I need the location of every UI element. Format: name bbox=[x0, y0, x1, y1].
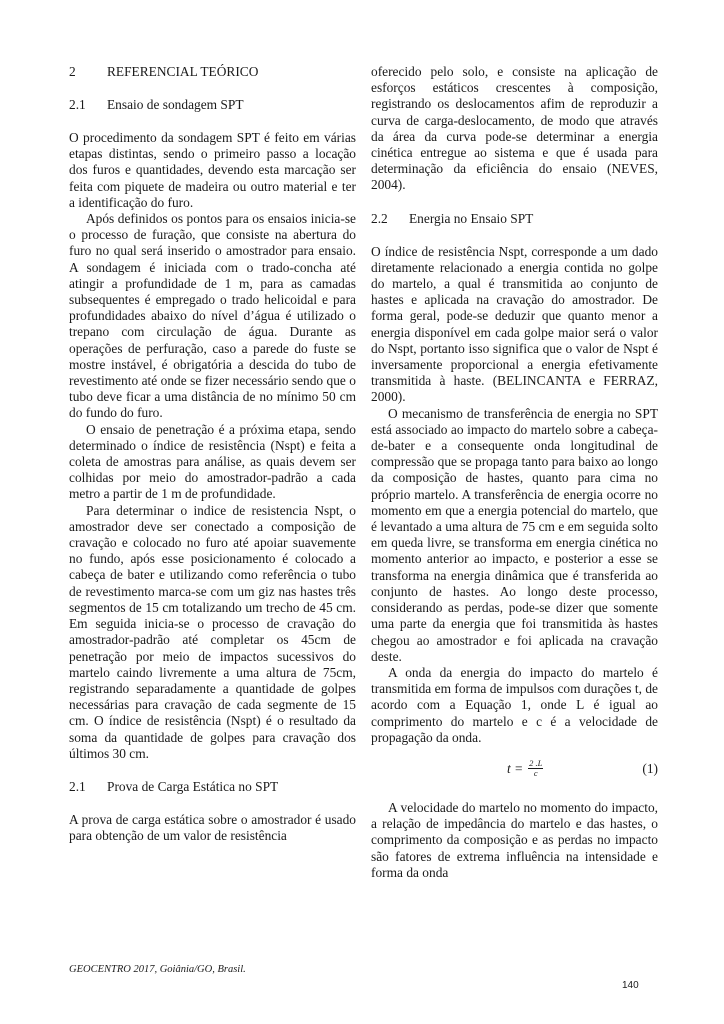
left-column bbox=[69, 64, 356, 844]
equation-lhs: t = bbox=[507, 760, 524, 776]
paragraph: O mecanismo de transferência de energia no SPT está associado ao impacto do martelo sobre a cabeça-de-bater e a consequente onda longitudinal de compressão que se propaga tanto para baixo ao longo da composição de hastes, quanto para cima no próprio martelo. A transferência de energia ocorre no momento em que a energia potencial do martelo, que é levantado a uma altura de 75 cm e em seguida solto em queda livre, se transforma em energia cinética no momento anterior ao impacto, e posterior a esse se transforma na energia dinâmica que é transferida ao conjunto de hastes. Ao longo deste processo, considerando as perdas, pode-se dizer que somente uma parte da energia que foi transmitida às hastes chegou ao amostrador e foi aplicada na cravação deste. bbox=[371, 405, 658, 664]
right-column bbox=[371, 64, 658, 881]
paragraph: A prova de carga estática sobre o amostrador é usado para obtenção de um valor de resistência bbox=[69, 811, 356, 844]
paragraph: Para determinar o indice de resistencia Nspt, o amostrador deve ser conectado a composição de cravação e colocado no furo até apoiar suavemente no fundo, após esse posicionamento é colocado a cabeça de bater e utilizando como referência o tubo de revestimento marca-se com um giz nas hastes três segmentos de 15 cm totalizando um trecho de 45 cm. Em seguida inicia-se o processo de cravação do amostrador-padrão até completar os 45cm de penetração por meio de impactos sucessivos do martelo caindo livremente a uma altura de 75cm, registrando separadamente a quantidade de golpes necessárias para cravação de cada segmente de 15 cm. O índice de resistência (Nspt) é o resultado da soma da quantidade de golpes para cravação dos últimos 30 cm. bbox=[69, 502, 356, 761]
footer-conference: GEOCENTRO 2017, Goiânia/GO, Brasil. bbox=[69, 964, 246, 975]
paragraph: O índice de resistência Nspt, corresponde a um dado diretamente relacionado a energia contida no golpe do martelo, a qual é transmitida ao conjunto de hastes e aplicada na cravação do amostrador. De forma geral, pode-se deduzir que quanto menor a energia disponível em cada golpe maior será o valor do Nspt, portanto isso significa que o valor de Nspt é inversamente proporcional a energia efetivamente transmitida à haste. (BELINCANTA e FERRAZ, 2000). bbox=[371, 243, 658, 405]
paragraph: A onda da energia do impacto do martelo é transmitida em forma de impulsos com durações t, de acordo com a Equação 1, onde L é igual ao comprimento do martelo e c é a velocidade de propagação da onda. bbox=[371, 664, 658, 745]
subsection-title: Energia no Ensaio SPT bbox=[409, 210, 534, 226]
paragraph: O procedimento da sondagem SPT é feito em várias etapas distintas, sendo o primeiro passo a locação dos furos e quantidades, devendo esta marcação ser feita com piquete de madeira ou outro material e ter a identificação do furo. bbox=[69, 130, 356, 210]
subsection-heading-energia bbox=[371, 211, 658, 227]
equation-label: (1) bbox=[642, 760, 658, 776]
subsection-number: 2.1 bbox=[69, 778, 86, 794]
paragraph: O ensaio de penetração é a próxima etapa, sendo determinado o índice de resistência (Nspt) e feita a coleta de amostras para análise, as quais devem ser colhidas por meio do amostrador-padrão a cada metro a partir de 1 m de profundidade. bbox=[69, 421, 356, 502]
equation-numerator: 2 .L bbox=[529, 758, 543, 769]
subsection-number: 2.1 bbox=[69, 97, 86, 112]
equation-denominator: c bbox=[533, 768, 538, 779]
paragraph: A velocidade do martelo no momento do impacto, a relação de impedância do martelo e das hastes, o comprimento da composição e as perdas no impacto são fatores de extrema influência na intensidade e forma da onda bbox=[371, 799, 658, 880]
subsection-number: 2.2 bbox=[371, 210, 388, 226]
paragraph: oferecido pelo solo, e consiste na aplicação de esforços estáticos crescentes à composição, registrando os deslocamentos afim de reproduzir a curva de carga-deslocamento, de modo que através da área da curva pode-se determinar a energia cinética entregue ao sistema e que é usada para determinação da eficiência do ensaio (NEVES, 2004). bbox=[371, 64, 658, 193]
subsection-title: Ensaio de sondagem SPT bbox=[107, 97, 244, 112]
equation-1 bbox=[371, 754, 658, 784]
subsection-heading-sondagem bbox=[69, 97, 356, 113]
section-heading bbox=[69, 64, 356, 80]
page-number: 140 bbox=[622, 980, 639, 991]
equation-fraction bbox=[528, 759, 543, 778]
subsection-heading-prova-carga bbox=[69, 779, 356, 795]
section-number: 2 bbox=[69, 64, 76, 79]
subsection-title: Prova de Carga Estática no SPT bbox=[107, 778, 279, 794]
section-title: REFERENCIAL TEÓRICO bbox=[107, 64, 259, 79]
paragraph: Após definidos os pontos para os ensaios inicia-se o processo de furação, que consiste na abertura do furo no qual será inserido o amostrador para ensaio. A sondagem é iniciada com o trado-concha até atingir a profundidade de 1 m, para as camadas subsequentes é empregado o trado helicoidal e para profundidades abaixo do nível d’água é utilizado o trepano com circulação de água. Durante as operações de perfuração, caso a parede do fuste se mostre instável, é obrigatória a descida do tubo de revestimento até onde se fizer necessário sendo que o tubo deve ficar a uma distância de no mínimo 50 cm do fundo do furo. bbox=[69, 211, 356, 421]
